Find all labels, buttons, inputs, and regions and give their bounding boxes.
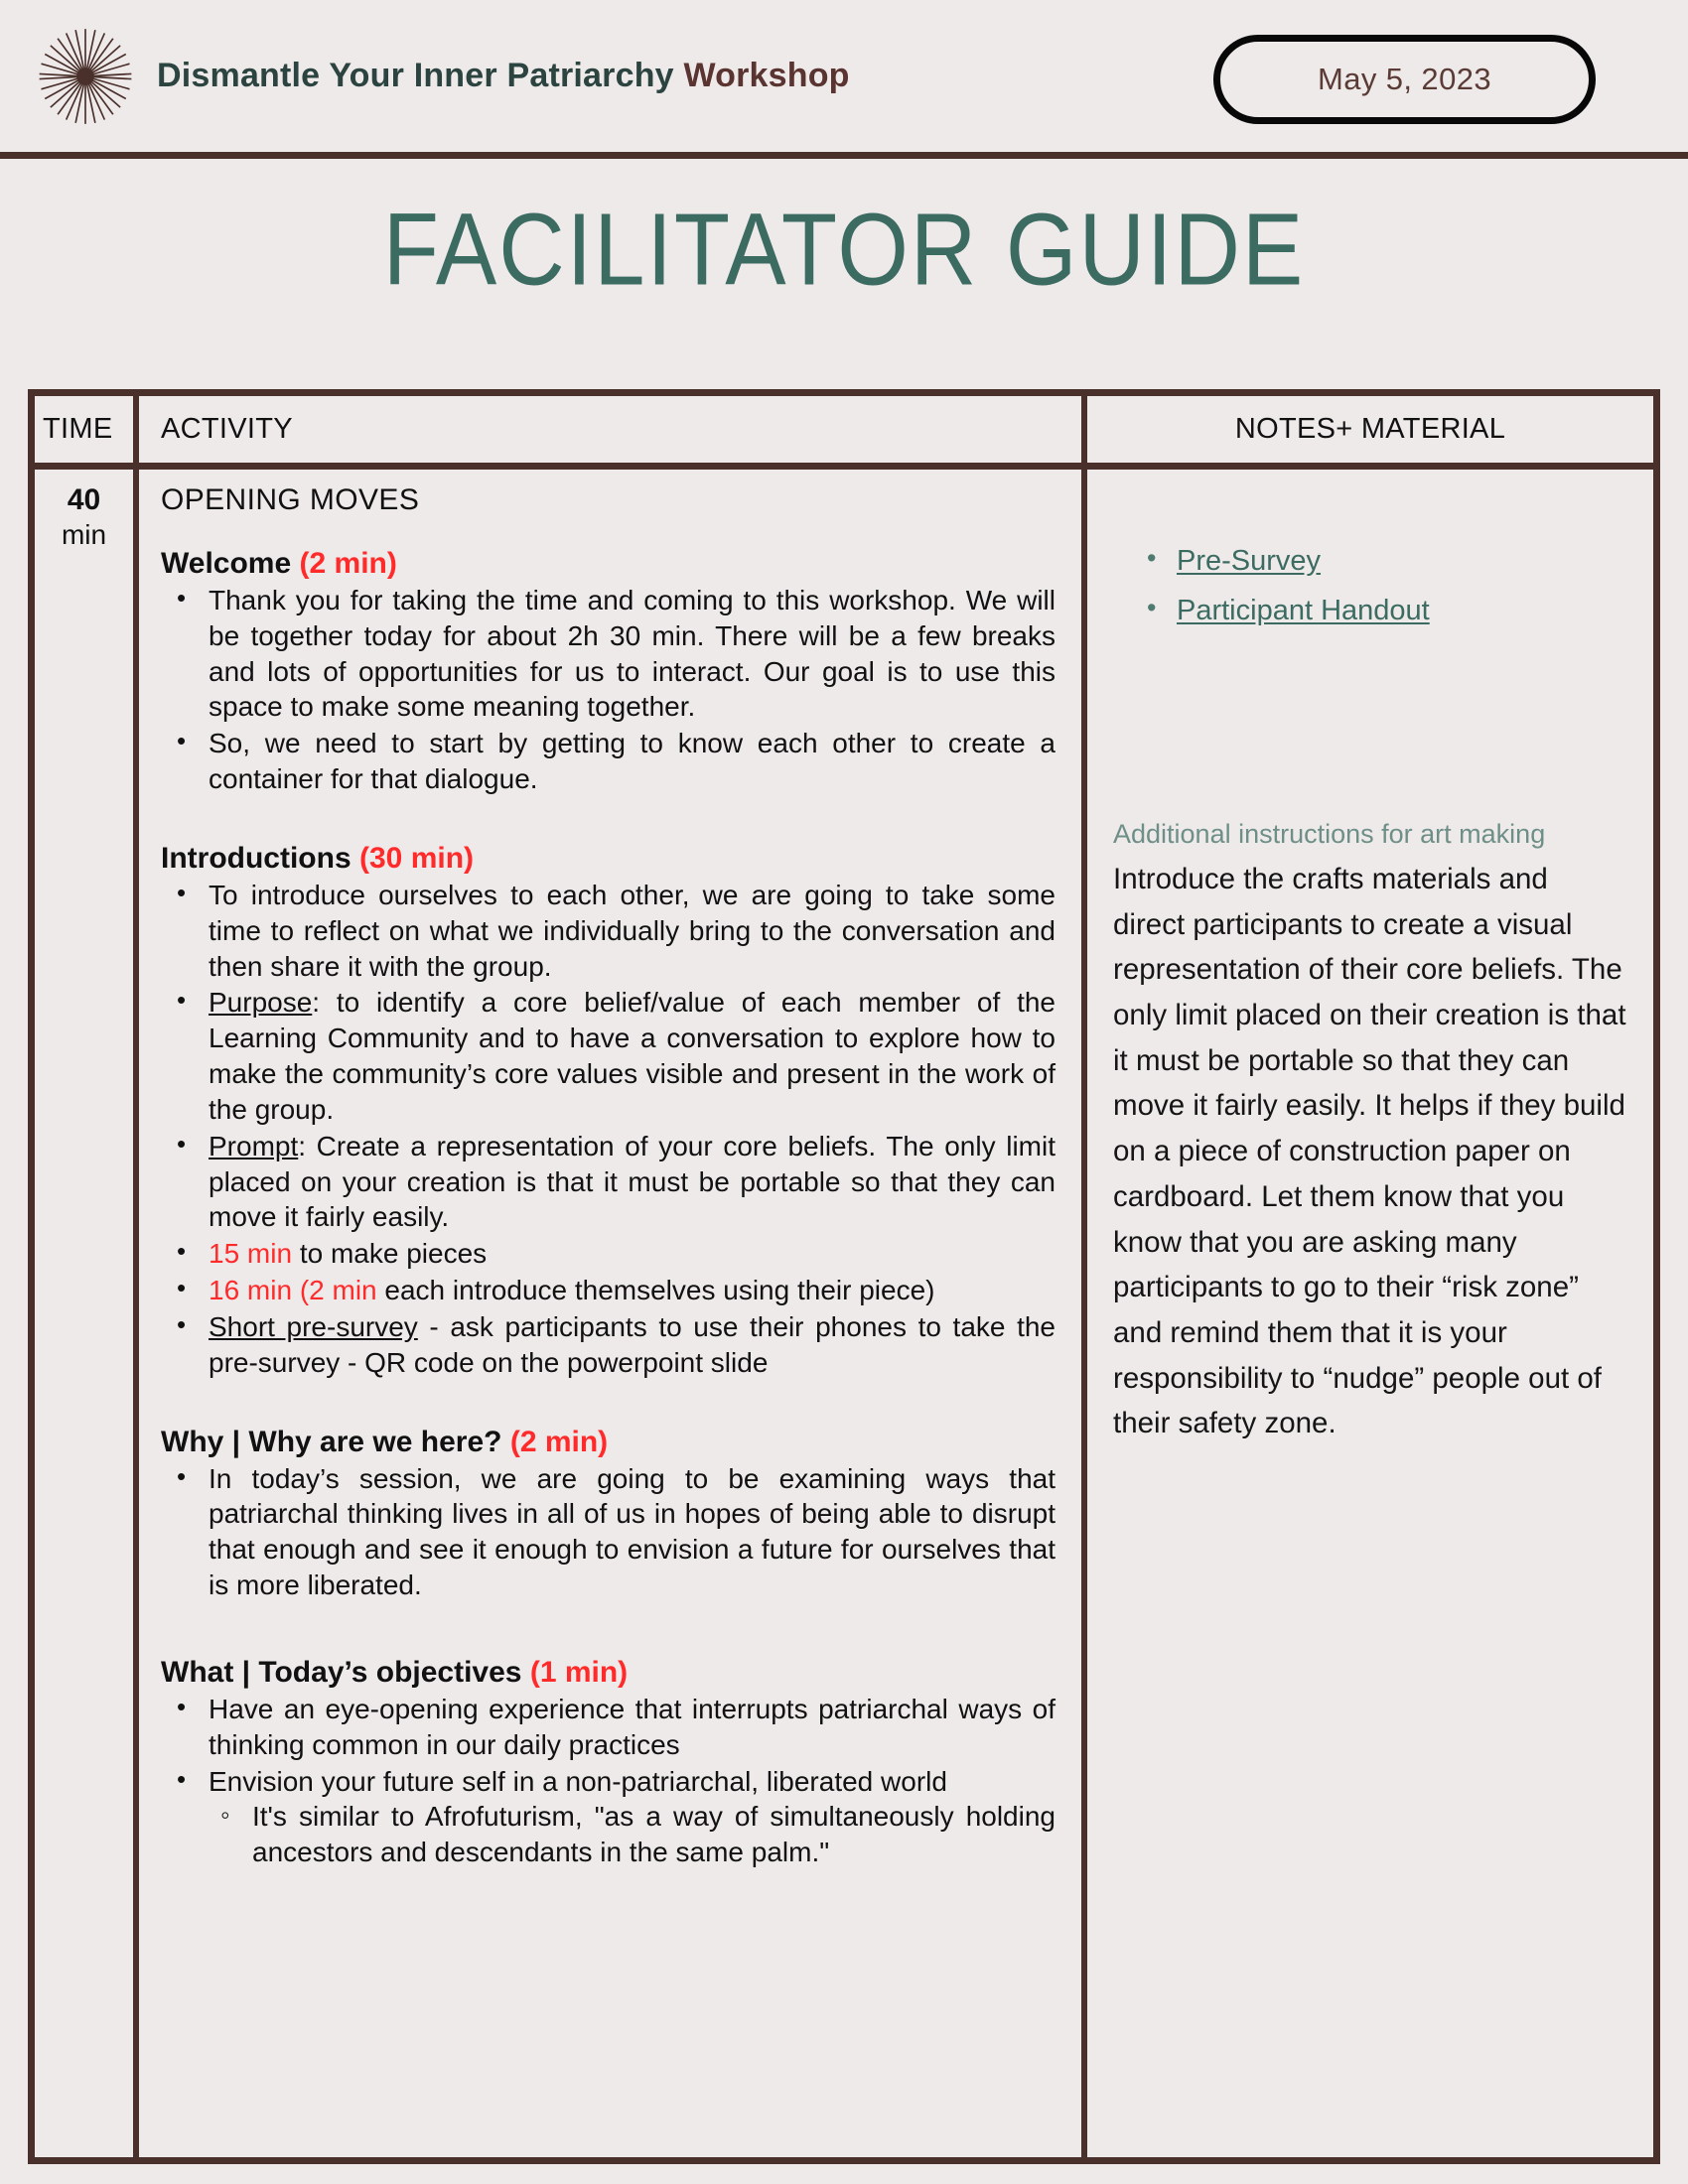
workshop-title-primary: Dismantle Your Inner Patriarchy	[157, 57, 674, 94]
short-pre-survey-label: Short pre-survey	[209, 1310, 418, 1342]
duration-15-min-text: to make pieces	[292, 1238, 488, 1270]
purpose-text: : to identify a core belief/value of each member of the Learning Community and to have a conversation to explore how to make the community’s core values visible and present in the work of the group.	[209, 987, 1055, 1125]
what-sub-bullets	[209, 1799, 1055, 1870]
list-item	[167, 1309, 1055, 1381]
welcome-bullets	[167, 583, 1055, 797]
short-pre-survey-text: - ask participants to use their phones to take the pre-survey - QR code on the powerpoint slide	[209, 1310, 1055, 1378]
table-header-notes	[1087, 396, 1653, 463]
page-header	[0, 0, 1688, 159]
duration-2-min-each: (2 min	[299, 1275, 377, 1306]
agenda-table	[28, 389, 1660, 2164]
notes-links-list	[1139, 543, 1627, 629]
spacer	[161, 1382, 1055, 1404]
table-header-notes-label: NOTES+ MATERIAL	[1234, 413, 1506, 445]
workshop-title	[157, 57, 850, 95]
activity-heading-what-mins: (1 min)	[529, 1655, 629, 1689]
list-item: • So, we need to start by getting to know each other to create a container for that dialogue.	[167, 726, 1055, 797]
notes-cell	[1087, 470, 1653, 2157]
prompt-label: Prompt	[209, 1130, 299, 1161]
sunburst-icon	[34, 18, 137, 135]
duration-15-min: 15 min	[209, 1238, 293, 1270]
activity-heading-introductions-label: Introductions	[161, 841, 352, 875]
table-header-time	[35, 396, 139, 463]
activity-heading-introductions-mins: (30 min)	[359, 841, 475, 875]
activity-heading-what	[161, 1656, 1055, 1690]
date-badge	[1213, 35, 1596, 124]
list-item	[167, 1764, 1055, 1870]
participant-handout-link[interactable]: Participant Handout	[1177, 594, 1430, 626]
spacer	[161, 1604, 1055, 1634]
list-item[interactable]	[1139, 543, 1627, 581]
purpose-label: Purpose	[209, 987, 313, 1019]
list-item[interactable]	[1139, 593, 1627, 630]
activity-heading-welcome	[161, 547, 1055, 581]
duration-16-min-text: each introduce themselves using their piece)	[376, 1275, 935, 1306]
activity-heading-introductions	[161, 842, 1055, 876]
activity-cell	[139, 470, 1087, 2157]
time-value: 40	[67, 483, 101, 516]
list-item: • In today’s session, we are going to be examining ways that patriarchal thinking lives in all of us in hopes of being able to disrupt that enough and see it enough to envision a future for ourselves that is more liberated.	[167, 1461, 1055, 1603]
activity-heading-welcome-mins: (2 min)	[299, 547, 397, 580]
activity-heading-why-mins: (2 min)	[509, 1425, 609, 1458]
time-unit: min	[61, 518, 107, 550]
list-item: • To introduce ourselves to each other, we are going to take some time to reflect on what we individually bring to the conversation and then share it with the group.	[167, 878, 1055, 984]
duration-16-min: 16 min	[209, 1275, 293, 1306]
activity-heading-welcome-label: Welcome	[161, 547, 292, 580]
notes-subheading: Additional instructions for art making	[1113, 819, 1546, 850]
time-cell	[35, 470, 139, 2157]
workshop-title-secondary: Workshop	[683, 57, 850, 94]
prompt-text: : Create a representation of your core beliefs. The only limit placed on your creation is that it must be portable so that they can move it fairly easily.	[209, 1130, 1055, 1233]
table-header-row	[35, 396, 1653, 470]
list-item	[167, 985, 1055, 1127]
what-bullets	[167, 1692, 1055, 1870]
table-row	[35, 470, 1653, 2157]
list-item	[167, 1273, 1055, 1308]
activity-heading-why	[161, 1426, 1055, 1459]
activity-section-title: OPENING MOVES	[161, 483, 420, 516]
table-header-time-label: TIME	[43, 413, 113, 445]
activity-heading-what-label: What | Today’s objectives	[161, 1655, 522, 1689]
list-item: ◦ It's similar to Afrofuturism, "as a way of simultaneously holding ancestors and descendants in the same palm."	[209, 1799, 1055, 1870]
list-item	[167, 1236, 1055, 1272]
table-header-activity-label: ACTIVITY	[161, 413, 293, 445]
notes-body-text: Introduce the crafts materials and direct participants to create a visual representation of their core beliefs. The only limit placed on their creation is that it must be portable so that they can move it fairly easily. It helps if they build on a piece of construction paper on cardboard. Let them know that you know that you are asking many participants to go to their “risk zone” and remind them that it is your responsibility to “nudge” people out of their safety zone.	[1113, 862, 1626, 1440]
pre-survey-link[interactable]: Pre-Survey	[1177, 545, 1322, 577]
table-header-activity	[139, 396, 1087, 463]
activity-heading-why-label: Why | Why are we here?	[161, 1425, 502, 1458]
spacer	[161, 798, 1055, 820]
list-item: • Thank you for taking the time and coming to this workshop. We will be together today for about 2h 30 min. There will be a few breaks and lots of opportunities for us to interact. Our goal is to use this space to make some meaning together.	[167, 583, 1055, 725]
list-item	[167, 1129, 1055, 1235]
why-bullets	[167, 1461, 1055, 1603]
date-badge-label: May 5, 2023	[1317, 62, 1491, 96]
list-item-text: Envision your future self in a non-patriarchal, liberated world	[209, 1765, 947, 1797]
list-item: • Have an eye-opening experience that interrupts patriarchal ways of thinking common in our daily practices	[167, 1692, 1055, 1763]
introductions-bullets	[167, 878, 1055, 1381]
page-title: FACILITATOR GUIDE	[382, 193, 1306, 307]
